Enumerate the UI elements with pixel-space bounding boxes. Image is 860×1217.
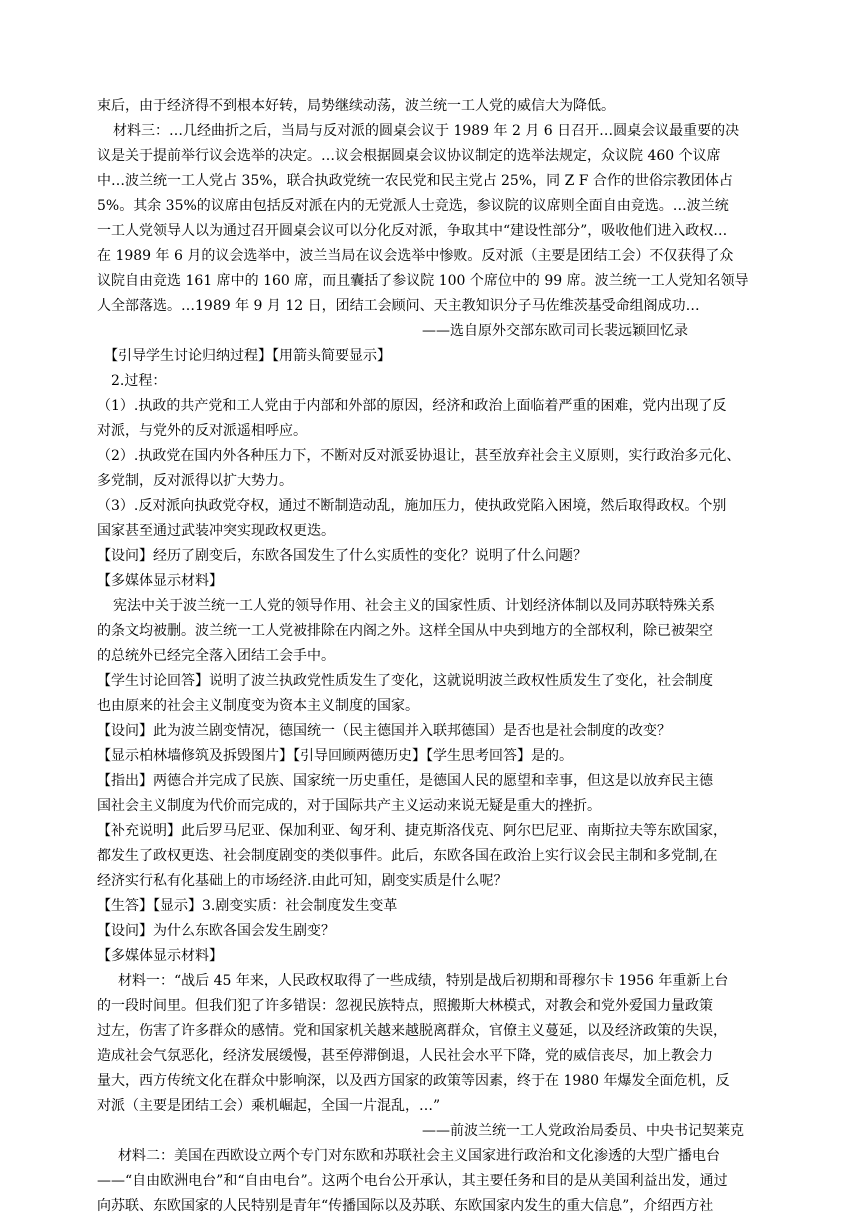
text-line (0, 195, 860, 217)
text-line-content: 的总统外已经完全落入团结工会手中。 (97, 648, 335, 664)
text-line-content: （2）.执政党在国内外各种压力下，不断对反对派妥协退让，甚至放弃社会主义原则，实行政治多元化、 (97, 448, 741, 464)
text-line-content: 一工人党领导人以为通过召开圆桌会议可以分化反对派，争取其中“建设性部分”，吸收他们进入政权… (97, 223, 728, 239)
text-line-content: 【补充说明】此后罗马尼亚、保加利亚、匈牙利、捷克斯洛伐克、阿尔巴尼亚、南斯拉夫等东欧国家， (97, 823, 727, 839)
text-line (0, 845, 860, 867)
paragraph-line (0, 120, 860, 142)
text-line (0, 695, 860, 717)
text-line (0, 645, 860, 667)
text-line-content: 的条文均被删。波兰统一工人党被排除在内阁之外。这样全国从中央到地方的全部权利，除已被架空 (97, 623, 713, 639)
attribution-text: ——前波兰统一工人党政治局委员、中央书记契莱克 (422, 1123, 744, 1139)
text-line-content: 【多媒体显示材料】 (97, 573, 223, 589)
text-line-content: 经济实行私有化基础上的市场经济.由此可知，剧变实质是什么呢？ (97, 873, 508, 889)
attribution-line (0, 1120, 860, 1142)
text-line (0, 420, 860, 442)
attribution-text: ——选自原外交部东欧司司长裴远颖回忆录 (422, 323, 688, 339)
text-line (0, 170, 860, 192)
text-line (0, 1095, 860, 1117)
text-line (0, 620, 860, 642)
text-line (0, 145, 860, 167)
text-line (0, 470, 860, 492)
text-line-content: 在 1989 年 6 月的议会选举中，波兰当局在议会选举中惨败。反对派（主要是团结工会）不仅获得了众 (97, 248, 734, 264)
text-line (0, 270, 860, 292)
text-line (0, 795, 860, 817)
paragraph-line (0, 970, 860, 992)
text-line (0, 745, 860, 767)
text-line-content: 的一段时间里。但我们犯了许多错误：忽视民族特点，照搬斯大林模式，对教会和党外爱国力量政策 (97, 998, 713, 1014)
text-line (0, 495, 860, 517)
text-line-content: 造成社会气氛恶化，经济发展缓慢，甚至停滞倒退，人民社会水平下降，党的威信丧尽，加上教会力 (97, 1048, 713, 1064)
text-line (0, 570, 860, 592)
text-line (0, 220, 860, 242)
text-line-content: 向苏联、东欧国家的人民特别是青年“传播国际以及苏联、东欧国家内发生的重大信息”，介绍西方社 (97, 1198, 714, 1214)
text-line-content: 材料一：“战后 45 年来，人民政权取得了一些成绩，特别是战后初期和哥穆尔卡 1956 年重新上台 (118, 973, 729, 989)
text-line-content: （1）.执政的共产党和工人党由于内部和外部的原因，经济和政治上面临着严重的困难，党内出现了反 (97, 398, 727, 414)
text-line-content: 议是关于提前举行议会选举的决定。…议会根据圆桌会议协议制定的选举法规定，众议院 460 个议席 (97, 148, 721, 164)
paragraph-line (0, 595, 860, 617)
text-line (0, 545, 860, 567)
text-line (0, 770, 860, 792)
text-line (0, 1070, 860, 1092)
text-line (0, 920, 860, 942)
text-line-content: ——“自由欧洲电台”和“自由电台”。这两个电台公开承认，其主要任务和目的是从美国利益出发，通过 (97, 1173, 728, 1189)
text-line (0, 670, 860, 692)
text-line (0, 1195, 860, 1217)
text-line (0, 945, 860, 967)
text-line (0, 720, 860, 742)
text-line (0, 895, 860, 917)
text-line-content: （3）.反对派向执政党夺权，通过不断制造动乱，施加压力，使执政党陷入困境，然后取得政权。个别 (97, 498, 727, 514)
text-line-content: 量大，西方传统文化在群众中影响深，以及西方国家的政策等因素，终于在 1980 年爆发全面危机，反 (97, 1073, 730, 1089)
section-heading-text: 2.过程： (111, 373, 167, 389)
text-line (0, 520, 860, 542)
text-line-content: 【设问】经历了剧变后，东欧各国发生了什么实质性的变化？说明了什么问题？ (97, 548, 587, 564)
text-line-content: 中…波兰统一工人党占 35%，联合执政党统一农民党和民主党占 25%，同 Z F 合作的世俗宗教团体占 (97, 173, 733, 189)
text-line-content: 【指出】两德合并完成了民族、国家统一历史重任，是德国人民的愿望和幸事，但这是以放弃民主德 (97, 773, 713, 789)
text-line (0, 1170, 860, 1192)
text-line (0, 95, 860, 117)
text-line-content: 材料三：…几经曲折之后，当局与反对派的圆桌会议于 1989 年 2 月 6 日召开…圆桌会议最重要的决 (113, 123, 740, 139)
text-line (0, 820, 860, 842)
text-line-content: 国社会主义制度为代价而完成的，对于国际共产主义运动来说无疑是重大的挫折。 (97, 798, 601, 814)
text-line-content: 对派（主要是团结工会）乘机崛起，全国一片混乱，…” (97, 1098, 441, 1114)
text-line (0, 395, 860, 417)
text-line-content: 也由原来的社会主义制度变为资本主义制度的国家。 (97, 698, 419, 714)
text-line (0, 995, 860, 1017)
text-line (0, 870, 860, 892)
attribution-line (0, 320, 860, 342)
text-line-content: 【显示柏林墙修筑及拆毁图片】【引导回顾两德历史】【学生思考回答】是的。 (97, 748, 573, 764)
text-line-content: 国家甚至通过武装冲突实现政权更迭。 (97, 523, 335, 539)
text-line-content: 过左，伤害了许多群众的感情。党和国家机关越来越脱离群众，官僚主义蔓延，以及经济政策的失误， (97, 1023, 727, 1039)
text-line (0, 1020, 860, 1042)
paragraph-line (0, 1145, 860, 1167)
text-line-content: 材料二：美国在西欧设立两个专门对东欧和苏联社会主义国家进行政治和文化渗透的大型广播电台 (118, 1148, 720, 1164)
text-line-content: 【引导学生讨论归纳过程】【用箭头简要显示】 (104, 348, 391, 364)
text-line-content: 【设问】为什么东欧各国会发生剧变？ (97, 923, 335, 939)
text-line-content: 【多媒体显示材料】 (97, 948, 223, 964)
text-line-content: 对派，与党外的反对派遥相呼应。 (97, 423, 307, 439)
text-line (0, 245, 860, 267)
text-line-content: 议院自由竞选 161 席中的 160 席，而且囊括了参议院 100 个席位中的 99 席。波兰统一工人党知名领导 (97, 273, 749, 289)
text-line-content: 【学生讨论回答】说明了波兰执政党性质发生了变化，这就说明波兰政权性质发生了变化，社会制度 (97, 673, 713, 689)
text-line-content: 【生答】【显示】3.剧变实质：社会制度发生变革 (97, 898, 398, 914)
section-heading (0, 370, 860, 392)
text-line (0, 295, 860, 317)
text-line (0, 445, 860, 467)
text-line-content: 都发生了政权更迭、社会制度剧变的类似事件。此后，东欧各国在政治上实行议会民主制和多党制,在 (97, 848, 718, 864)
text-line-content: 宪法中关于波兰统一工人党的领导作用、社会主义的国家性质、计划经济体制以及同苏联特殊关系 (113, 598, 715, 614)
text-line (0, 1045, 860, 1067)
text-line-content: 5%。其余 35%的议席由包括反对派在内的无党派人士竞选，参议院的议席则全面自由竞选。…波兰统 (97, 198, 729, 214)
text-line-content: 人全部落选。…1989 年 9 月 12 日，团结工会顾问、天主教知识分子马佐维茨基受命组阁成功… (97, 298, 700, 314)
text-line-content: 【设问】此为波兰剧变情况，德国统一（民主德国并入联邦德国）是否也是社会制度的改变？ (97, 723, 671, 739)
text-line (0, 345, 860, 367)
text-line-content: 束后，由于经济得不到根本好转，局势继续动荡，波兰统一工人党的威信大为降低。 (97, 98, 615, 114)
text-line-content: 多党制，反对派得以扩大势力。 (97, 473, 293, 489)
